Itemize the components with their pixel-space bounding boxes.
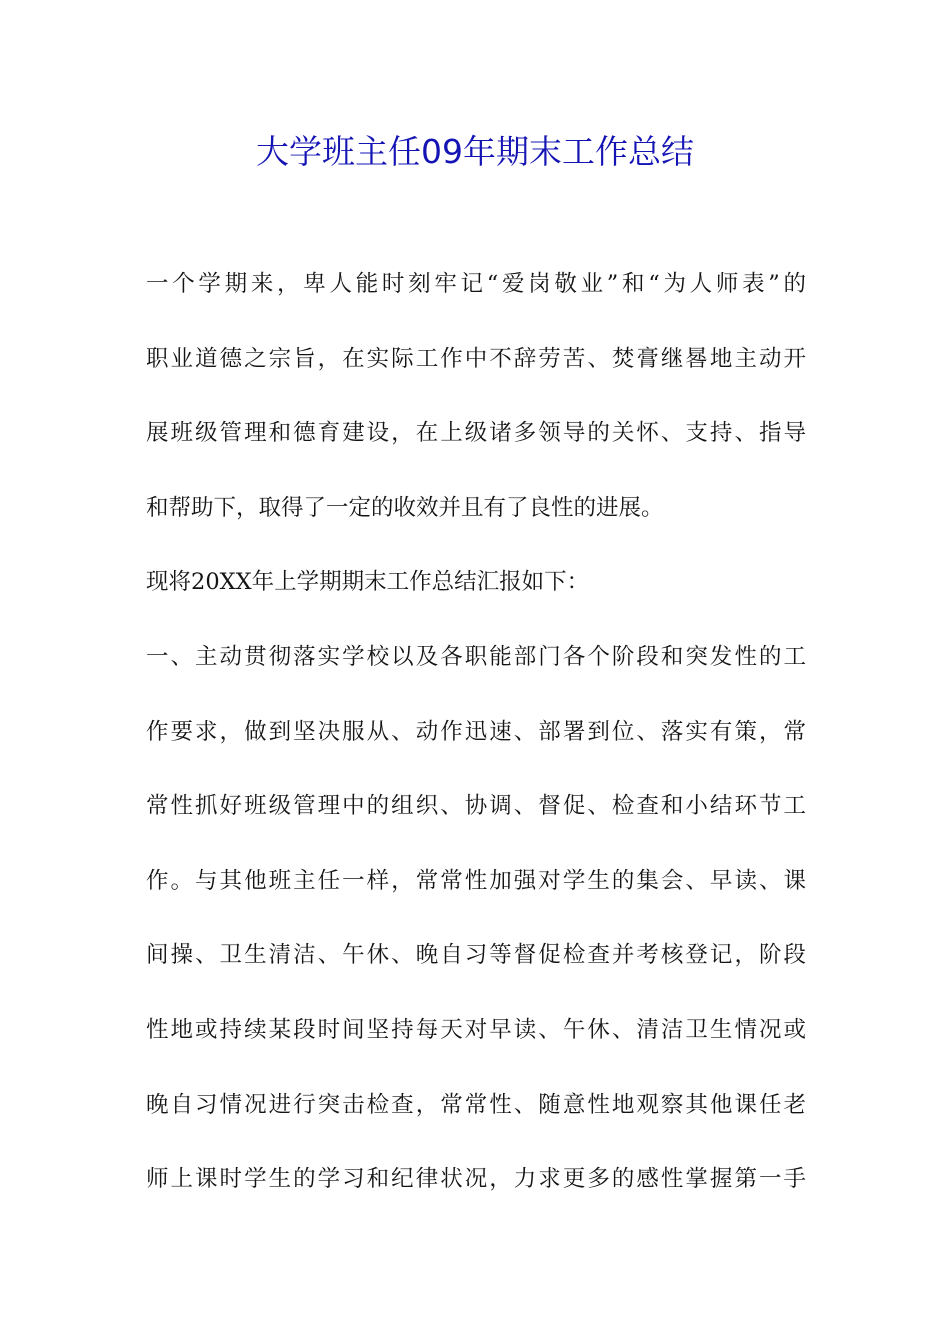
body-line: 展班级管理和德育建设，在上级诸多领导的关怀、支持、指导 [146,420,806,447]
body-line: 晚自习情况进行突击检查，常常性、随意性地观察其他课任老 [146,1091,806,1118]
document-body [146,260,806,1230]
body-line: 和帮助下，取得了一定的收效并且有了良性的进展。 [146,494,664,521]
body-line: 师上课时学生的学习和纪律状况，力求更多的感性掌握第一手 [146,1166,806,1193]
body-line: 一个学期来，卑人能时刻牢记“爱岗敬业”和“为人师表”的 [146,271,806,297]
body-line: 作。与其他班主任一样，常常性加强对学生的集会、早读、课 [146,867,806,894]
body-line: 常性抓好班级管理中的组织、协调、督促、检查和小结环节工 [146,793,806,820]
document-title: 大学班主任09年期末工作总结 [256,132,694,171]
body-line: 职业道德之宗旨，在实际工作中不辞劳苦、焚膏继晷地主动开 [146,345,806,372]
body-line: 一、主动贯彻落实学校以及各职能部门各个阶段和突发性的工 [146,643,806,670]
body-line: 现将20XX年上学期期末工作总结汇报如下： [146,569,590,596]
body-line: 间操、卫生清洁、午休、晚自习等督促检查并考核登记，阶段 [146,942,806,969]
body-line: 性地或持续某段时间坚持每天对早读、午休、清洁卫生情况或 [146,1016,806,1043]
body-line: 作要求，做到坚决服从、动作迅速、部署到位、落实有策，常 [146,718,806,745]
